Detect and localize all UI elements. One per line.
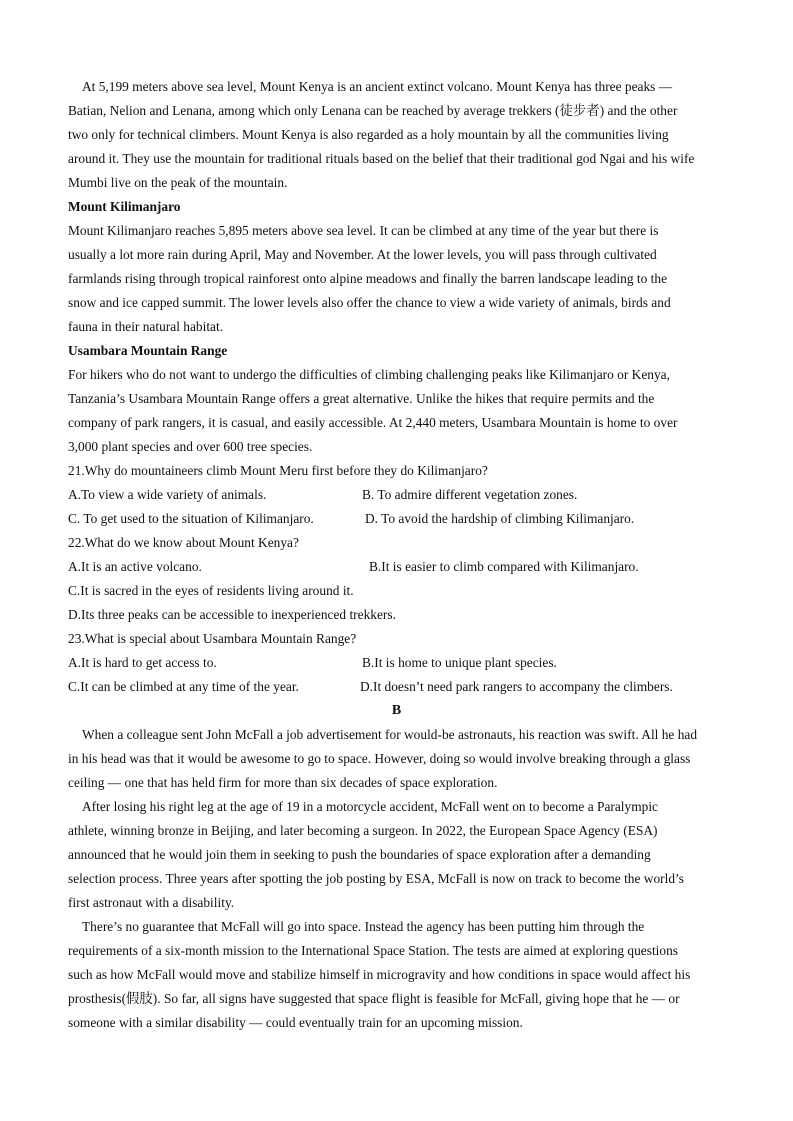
question-23-option-b: B.It is home to unique plant species. [362, 655, 557, 670]
passage-b-para2-line: selection process. Three years after spotting the job posting by ESA, McFall is now on track to become the world’s [68, 871, 684, 886]
question-21-option-b: B. To admire different vegetation zones. [362, 487, 578, 502]
question-23-option-d: D.It doesn’t need park rangers to accompany the climbers. [360, 679, 673, 694]
passage-b-para2-line: first astronaut with a disability. [68, 895, 235, 910]
usambara-paragraph-line: For hikers who do not want to undergo the difficulties of climbing challenging peaks like Kilimanjaro or Kenya, [68, 367, 670, 382]
question-23-option-c: C.It can be climbed at any time of the year. [68, 679, 299, 694]
usambara-paragraph-line: 3,000 plant species and over 600 tree species. [68, 439, 313, 454]
usambara-paragraph-line: Tanzania’s Usambara Mountain Range offers a great alternative. Unlike the hikes that require permits and the [68, 391, 655, 406]
kenya-paragraph-line: around it. They use the mountain for traditional rituals based on the belief that their traditional god Ngai and his wife [68, 151, 695, 166]
kilimanjaro-paragraph-line: fauna in their natural habitat. [68, 319, 224, 334]
question-22-option-a: A.It is an active volcano. [68, 559, 202, 574]
passage-b-para3-line: requirements of a six-month mission to the International Space Station. The tests are aimed at exploring questions [68, 943, 679, 958]
question-23-stem: 23.What is special about Usambara Mountain Range? [68, 631, 357, 646]
question-21-stem: 21.Why do mountaineers climb Mount Meru first before they do Kilimanjaro? [68, 463, 488, 478]
question-22-option-c: C.It is sacred in the eyes of residents living around it. [68, 583, 354, 598]
kilimanjaro-paragraph-line: farmlands rising through tropical rainforest onto alpine meadows and finally the barren landscape leading to the [68, 271, 668, 286]
kenya-paragraph-line: Batian, Nelion and Lenana, among which only Lenana can be reached by average trekkers (徒步者) and the other [68, 103, 678, 118]
kilimanjaro-heading: Mount Kilimanjaro [68, 199, 181, 214]
kenya-paragraph-line: At 5,199 meters above sea level, Mount Kenya is an ancient extinct volcano. Mount Kenya has three peaks — [82, 79, 673, 94]
kilimanjaro-paragraph-line: usually a lot more rain during April, May and November. At the lower levels, you will pass through cultivated [68, 247, 657, 262]
passage-b-para1-line: When a colleague sent John McFall a job advertisement for would-be astronauts, his reaction was swift. All he had [82, 727, 698, 742]
question-23-option-a: A.It is hard to get access to. [68, 655, 217, 670]
question-21-option-c: C. To get used to the situation of Kilimanjaro. [68, 511, 314, 526]
passage-b-para2-line: announced that he would join them in seeking to push the boundaries of space exploration after a demanding [68, 847, 651, 862]
usambara-heading: Usambara Mountain Range [68, 343, 228, 358]
passage-b-heading: B [391, 703, 402, 718]
passage-b-para2-line: athlete, winning bronze in Beijing, and later becoming a surgeon. In 2022, the European Space Agency (ESA) [68, 823, 658, 838]
question-21-option-d: D. To avoid the hardship of climbing Kilimanjaro. [365, 511, 635, 526]
question-22-option-b: B.It is easier to climb compared with Kilimanjaro. [369, 559, 639, 574]
kilimanjaro-paragraph-line: snow and ice capped summit. The lower levels also offer the chance to view a wide variety of animals, birds and [68, 295, 671, 310]
usambara-paragraph-line: company of park rangers, it is casual, and easily accessible. At 2,440 meters, Usambara Mountain is home to over [68, 415, 678, 430]
passage-b-para1-line: in his head was that it would be awesome to go to space. However, doing so would involve breaking through a glass [68, 751, 691, 766]
question-21-option-a: A.To view a wide variety of animals. [68, 487, 267, 502]
question-22-option-d: D.Its three peaks can be accessible to inexperienced trekkers. [68, 607, 396, 622]
passage-b-para2-line: After losing his right leg at the age of 19 in a motorcycle accident, McFall went on to become a Paralympic [82, 799, 658, 814]
kenya-paragraph-line: two only for technical climbers. Mount Kenya is also regarded as a holy mountain by all the communities living [68, 127, 669, 142]
passage-b-para3-line: someone with a similar disability — could eventually train for an upcoming mission. [68, 1015, 523, 1030]
kilimanjaro-paragraph-line: Mount Kilimanjaro reaches 5,895 meters above sea level. It can be climbed at any time of the year but there is [68, 223, 659, 238]
kenya-paragraph-line: Mumbi live on the peak of the mountain. [68, 175, 288, 190]
passage-b-para3-line: There’s no guarantee that McFall will go into space. Instead the agency has been putting him through the [82, 919, 645, 934]
passage-b-para3-line: prosthesis(假肢). So far, all signs have suggested that space flight is feasible for McFall, giving hope that he — or [68, 991, 680, 1006]
question-22-stem: 22.What do we know about Mount Kenya? [68, 535, 299, 550]
passage-b-para1-line: ceiling — one that has held firm for more than six decades of space exploration. [68, 775, 498, 790]
passage-b-para3-line: such as how McFall would move and stabilize himself in microgravity and how conditions in space would affect his [68, 967, 691, 982]
